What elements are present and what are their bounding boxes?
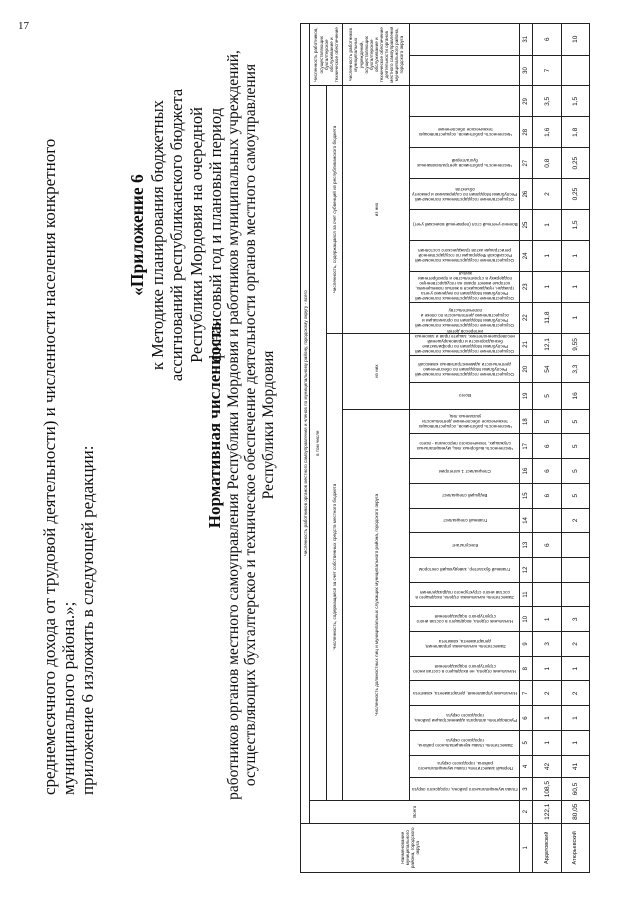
table-cell: 11,8	[533, 302, 561, 333]
table-cell	[561, 55, 589, 86]
table-cell: 2	[533, 179, 561, 210]
header-subcol-label: Ведущий специалист	[442, 493, 488, 499]
column-number: 21	[520, 333, 533, 356]
header-subcol-label: Осуществление государственных полномочий Республики Мордовия по обеспечению деятельности административных комиссий	[415, 361, 515, 377]
header-subcol-label: Специалист 1 категории	[439, 468, 491, 474]
header-subcol	[410, 210, 520, 241]
table-cell: 6	[533, 533, 561, 558]
header-subcol	[410, 383, 520, 410]
header-subcol-label: Осуществление государственных полномочий Республики Мордовия по ведению учета граждан, нуждающихся в жилых помещениях, которые имеют право на государственную поддержку в строительстве и приобретении жилья	[415, 270, 515, 301]
header-subcol-label: Заместитель начальника отдела, входящего в состав иного структурного подразделения	[415, 589, 515, 600]
table-cell: 1,6	[533, 117, 561, 148]
header-iz-nih-2: из них	[342, 86, 410, 333]
norm-line-2: осуществляющих бухгалтерское и техническое обеспечение деятельности органов местного самоуправления	[242, 63, 260, 787]
header-vsego: Всего	[310, 800, 520, 823]
header-subv: Численность, содержащаяся за счет субвенций из республиканского бюджета	[326, 86, 342, 333]
table-cell: 6	[533, 434, 561, 459]
municipality-name: Ардатовский	[533, 823, 561, 872]
column-number: 16	[520, 459, 533, 484]
header-subcol	[410, 24, 520, 56]
column-number: 7	[520, 681, 533, 706]
table-cell: 41	[561, 755, 589, 778]
header-subcol	[410, 755, 520, 778]
table-cell: 9,55	[561, 333, 589, 356]
header-subcol-label: Всего	[458, 393, 471, 399]
header-subcol-label: Главный бухгалтер, заведующий сектором	[419, 567, 511, 573]
header-subcol	[410, 240, 520, 271]
header-subcol-label: Военно-учетный стол (первичный воинский учет)	[412, 222, 518, 228]
column-number: 9	[520, 632, 533, 657]
header-subcol-label: Глава муниципального района, городского округа	[412, 786, 518, 792]
table-cell: 5	[561, 409, 589, 434]
column-number: 8	[520, 656, 533, 681]
table-cell: 16	[561, 383, 589, 410]
header-subcol	[410, 632, 520, 657]
table-cell: 5	[561, 434, 589, 459]
header-subcol-label: Заместитель главы муниципального района, городского округа	[417, 737, 513, 748]
table-cell: 1,5	[561, 210, 589, 241]
intro-line-2: приложение 6 изложить в следующей редакции:	[78, 445, 98, 795]
table-cell: 0,25	[561, 179, 589, 210]
table-cell: 1	[533, 656, 561, 681]
header-subcol-label: Осуществление государственных полномочий Российской Федерации по государственной регистрации актов гражданского состояния	[415, 248, 515, 264]
header-subcol	[410, 55, 520, 86]
header-subcol-label: Численность работников, осуществляющих техническое обеспечение деятельности указанных лиц	[418, 414, 512, 430]
header-subcol-label: Осуществление государственных полномочий Республики Мордовия по организации и осуществлению деятельности по опеке и попечительству	[415, 307, 515, 328]
header-row-4	[342, 24, 410, 873]
table-cell: 5	[533, 409, 561, 434]
table-cell: 1	[533, 730, 561, 755]
table-cell: 1,5	[561, 86, 589, 117]
table-cell: 2	[533, 681, 561, 706]
table-cell	[561, 533, 589, 558]
header-subcol-label: Численность работников централизованных бухгалтерий	[417, 158, 513, 169]
table-cell: 1,8	[561, 117, 589, 148]
table-cell: 0,8	[533, 148, 561, 179]
header-subcol	[410, 86, 520, 117]
page-number: 17	[18, 20, 29, 32]
column-number: 15	[520, 483, 533, 508]
table-cell: 7	[533, 55, 561, 86]
column-number: 11	[520, 582, 533, 607]
column-number: 1	[520, 823, 533, 872]
header-subcol	[410, 681, 520, 706]
column-number: 20	[520, 356, 533, 383]
header-subcol	[410, 329, 520, 356]
table-cell: 5	[561, 459, 589, 484]
table-cell: 1	[533, 271, 561, 302]
header-subcol	[410, 409, 520, 434]
column-number: 4	[520, 755, 533, 778]
header-total-workers: Численность работников органов местного самоуправления и членов по муниципальному району, городскому округу - всего	[301, 24, 310, 824]
norm-title-block	[205, 25, 278, 825]
header-tech-sub: Численность работников муниципальных учреждений, осуществляющих бухгалтерское обслуживание и техническое обеспечение деятельности органов местного самоуправления муниципального района, городского округа	[342, 24, 410, 86]
table-cell	[533, 582, 561, 607]
header-subcol	[410, 356, 520, 383]
column-number: 5	[520, 730, 533, 755]
table-cell	[533, 508, 561, 533]
header-subcol-label: Численность работников, осуществляющих техническое обеспечение	[418, 127, 512, 138]
column-number: 27	[520, 148, 533, 179]
header-subcol	[410, 730, 520, 755]
column-number: 22	[520, 302, 533, 333]
table-cell: 2	[561, 681, 589, 706]
table-cell: 1	[533, 706, 561, 731]
table-cell	[533, 557, 561, 582]
header-row-3	[326, 24, 342, 873]
header-subcol-label: Первый заместитель главы муниципального района, городского округа	[417, 761, 513, 772]
table-cell: 80,05	[561, 800, 589, 823]
header-tech: Численность работников, осуществляющих бухгалтерское обслуживание и техническое обеспечение	[310, 24, 343, 86]
header-subcol	[410, 557, 520, 582]
table-cell: 3,3	[561, 356, 589, 383]
table-cell	[561, 557, 589, 582]
table-cell: 60,5	[561, 778, 589, 801]
header-officials: Численность должностных лиц и муниципальных служащих муниципального района, городского округа	[342, 409, 410, 800]
table-cell: 6	[533, 483, 561, 508]
municipality-name: Атюрьевский	[561, 823, 589, 872]
header-subcol	[410, 656, 520, 681]
column-number: 23	[520, 271, 533, 302]
header-subcol	[410, 582, 520, 607]
appendix-line-1: к Методике планирования бюджетных	[147, 100, 167, 370]
column-number: 12	[520, 557, 533, 582]
header-budget-count: Численность, содержащаяся за счет собственных средств местного бюджета	[326, 333, 342, 800]
column-number: 30	[520, 55, 533, 86]
header-subcol	[410, 271, 520, 302]
column-number: 26	[520, 179, 533, 210]
table-cell: 1	[561, 302, 589, 333]
table-cell: 3	[533, 632, 561, 657]
header-subcol	[410, 706, 520, 731]
column-number: 25	[520, 210, 533, 241]
table-cell: 6	[533, 459, 561, 484]
header-subcol-label: Осуществление государственных полномочий Республики Мордовия по содержанию и ремонту объектов	[412, 186, 518, 202]
table-cell: 3,5	[533, 86, 561, 117]
table-cell: 54	[533, 356, 561, 383]
header-subcol-label: Заместитель начальника управления, департамента, комитета	[424, 638, 506, 649]
table-cell: 1	[533, 240, 561, 271]
header-subcol-label: Начальник управления, департамента, комитета	[412, 690, 517, 696]
header-subcol-label: Начальник отдела, входящего в состав иного структурного подразделения	[416, 614, 514, 625]
column-number: 18	[520, 409, 533, 434]
table-cell: 3	[561, 607, 589, 632]
header-subcol	[410, 508, 520, 533]
header-subcol	[410, 117, 520, 148]
table-cell: 1	[533, 607, 561, 632]
header-subcol-label: Осуществление государственных полномочий Республики Мордовия по профилактике безнадзорности и правонарушений несовершеннолетних, защите прав и законных интересов детей	[414, 329, 516, 355]
column-number: 3	[520, 778, 533, 801]
table-cell: 1	[561, 730, 589, 755]
header-iz-nih: из них	[342, 333, 410, 409]
table-row	[561, 24, 589, 873]
column-number: 13	[520, 533, 533, 558]
header-subcol	[410, 179, 520, 210]
table-cell: 5	[533, 383, 561, 410]
norm-title: Нормативная численность	[205, 321, 224, 529]
column-number: 24	[520, 240, 533, 271]
appendix-line-2: ассигнований республиканского бюджета	[167, 88, 187, 382]
header-row-2	[310, 24, 326, 873]
header-subcol-label: Численность выборных лиц, муниципальных служащих, технического персонала - всего	[416, 441, 514, 452]
table-cell	[561, 582, 589, 607]
appendix-title: «Приложение 6	[127, 174, 147, 296]
header-subcol-label: Главный специалист	[442, 517, 488, 523]
column-number: 17	[520, 434, 533, 459]
header-subcol	[410, 607, 520, 632]
table-cell: 12,1	[533, 333, 561, 356]
column-number: 14	[520, 508, 533, 533]
intro-line-1: среднемесячного дохода от трудовой деятельности) и численности населения конкретного муниципального района.»;	[40, 138, 79, 795]
header-muni: Наименование муниципального района, городского округа	[301, 823, 520, 872]
column-number: 6	[520, 706, 533, 731]
table-cell: 1	[561, 240, 589, 271]
header-subcol	[410, 483, 520, 508]
table-cell: 6	[533, 24, 561, 56]
header-v-tom-chisle: в том числе	[310, 86, 326, 800]
header-subcol	[410, 459, 520, 484]
header-subcol	[410, 148, 520, 179]
column-number: 10	[520, 607, 533, 632]
header-subcol	[410, 778, 520, 801]
header-row-5	[410, 24, 520, 873]
table-row	[533, 24, 561, 873]
table-cell: 1	[533, 210, 561, 241]
column-number: 28	[520, 117, 533, 148]
header-subcol-label: Начальник отдела, не входящего в состав иного структурного подразделения	[413, 663, 517, 674]
header-subcol-label: Руководитель аппарата администрации района, городского округа	[413, 713, 517, 724]
norm-line-1: работников органов местного самоуправления Республики Мордовия и работников муниципальных учреждений,	[224, 50, 242, 800]
column-number-row	[520, 24, 533, 873]
norm-line-3: Республики Мордовия	[260, 350, 278, 500]
table-cell: 122,1	[533, 800, 561, 823]
header-subcol	[410, 533, 520, 558]
column-number: 19	[520, 383, 533, 410]
table-cell: 1	[561, 656, 589, 681]
table-cell: 2	[561, 508, 589, 533]
table-cell: 42	[533, 755, 561, 778]
table-cell: 5	[561, 483, 589, 508]
norm-table	[300, 23, 590, 873]
table-cell: 108,5	[533, 778, 561, 801]
table-cell: 2	[561, 632, 589, 657]
table-cell: 1	[561, 706, 589, 731]
header-subcol	[410, 434, 520, 459]
column-number: 2	[520, 800, 533, 823]
table-cell: 0,25	[561, 148, 589, 179]
table-cell: 10	[561, 24, 589, 56]
appendix-line-3: Республики Мордовия на очередной	[186, 107, 206, 363]
appendix-line-4: финансовый год и плановый период	[206, 107, 226, 363]
header-subcol-label: Консультант	[451, 542, 479, 548]
table-cell: 1	[561, 271, 589, 302]
intro-text	[40, 15, 97, 795]
header-row-1	[301, 24, 310, 873]
column-number: 29	[520, 86, 533, 117]
column-number: 31	[520, 24, 533, 56]
